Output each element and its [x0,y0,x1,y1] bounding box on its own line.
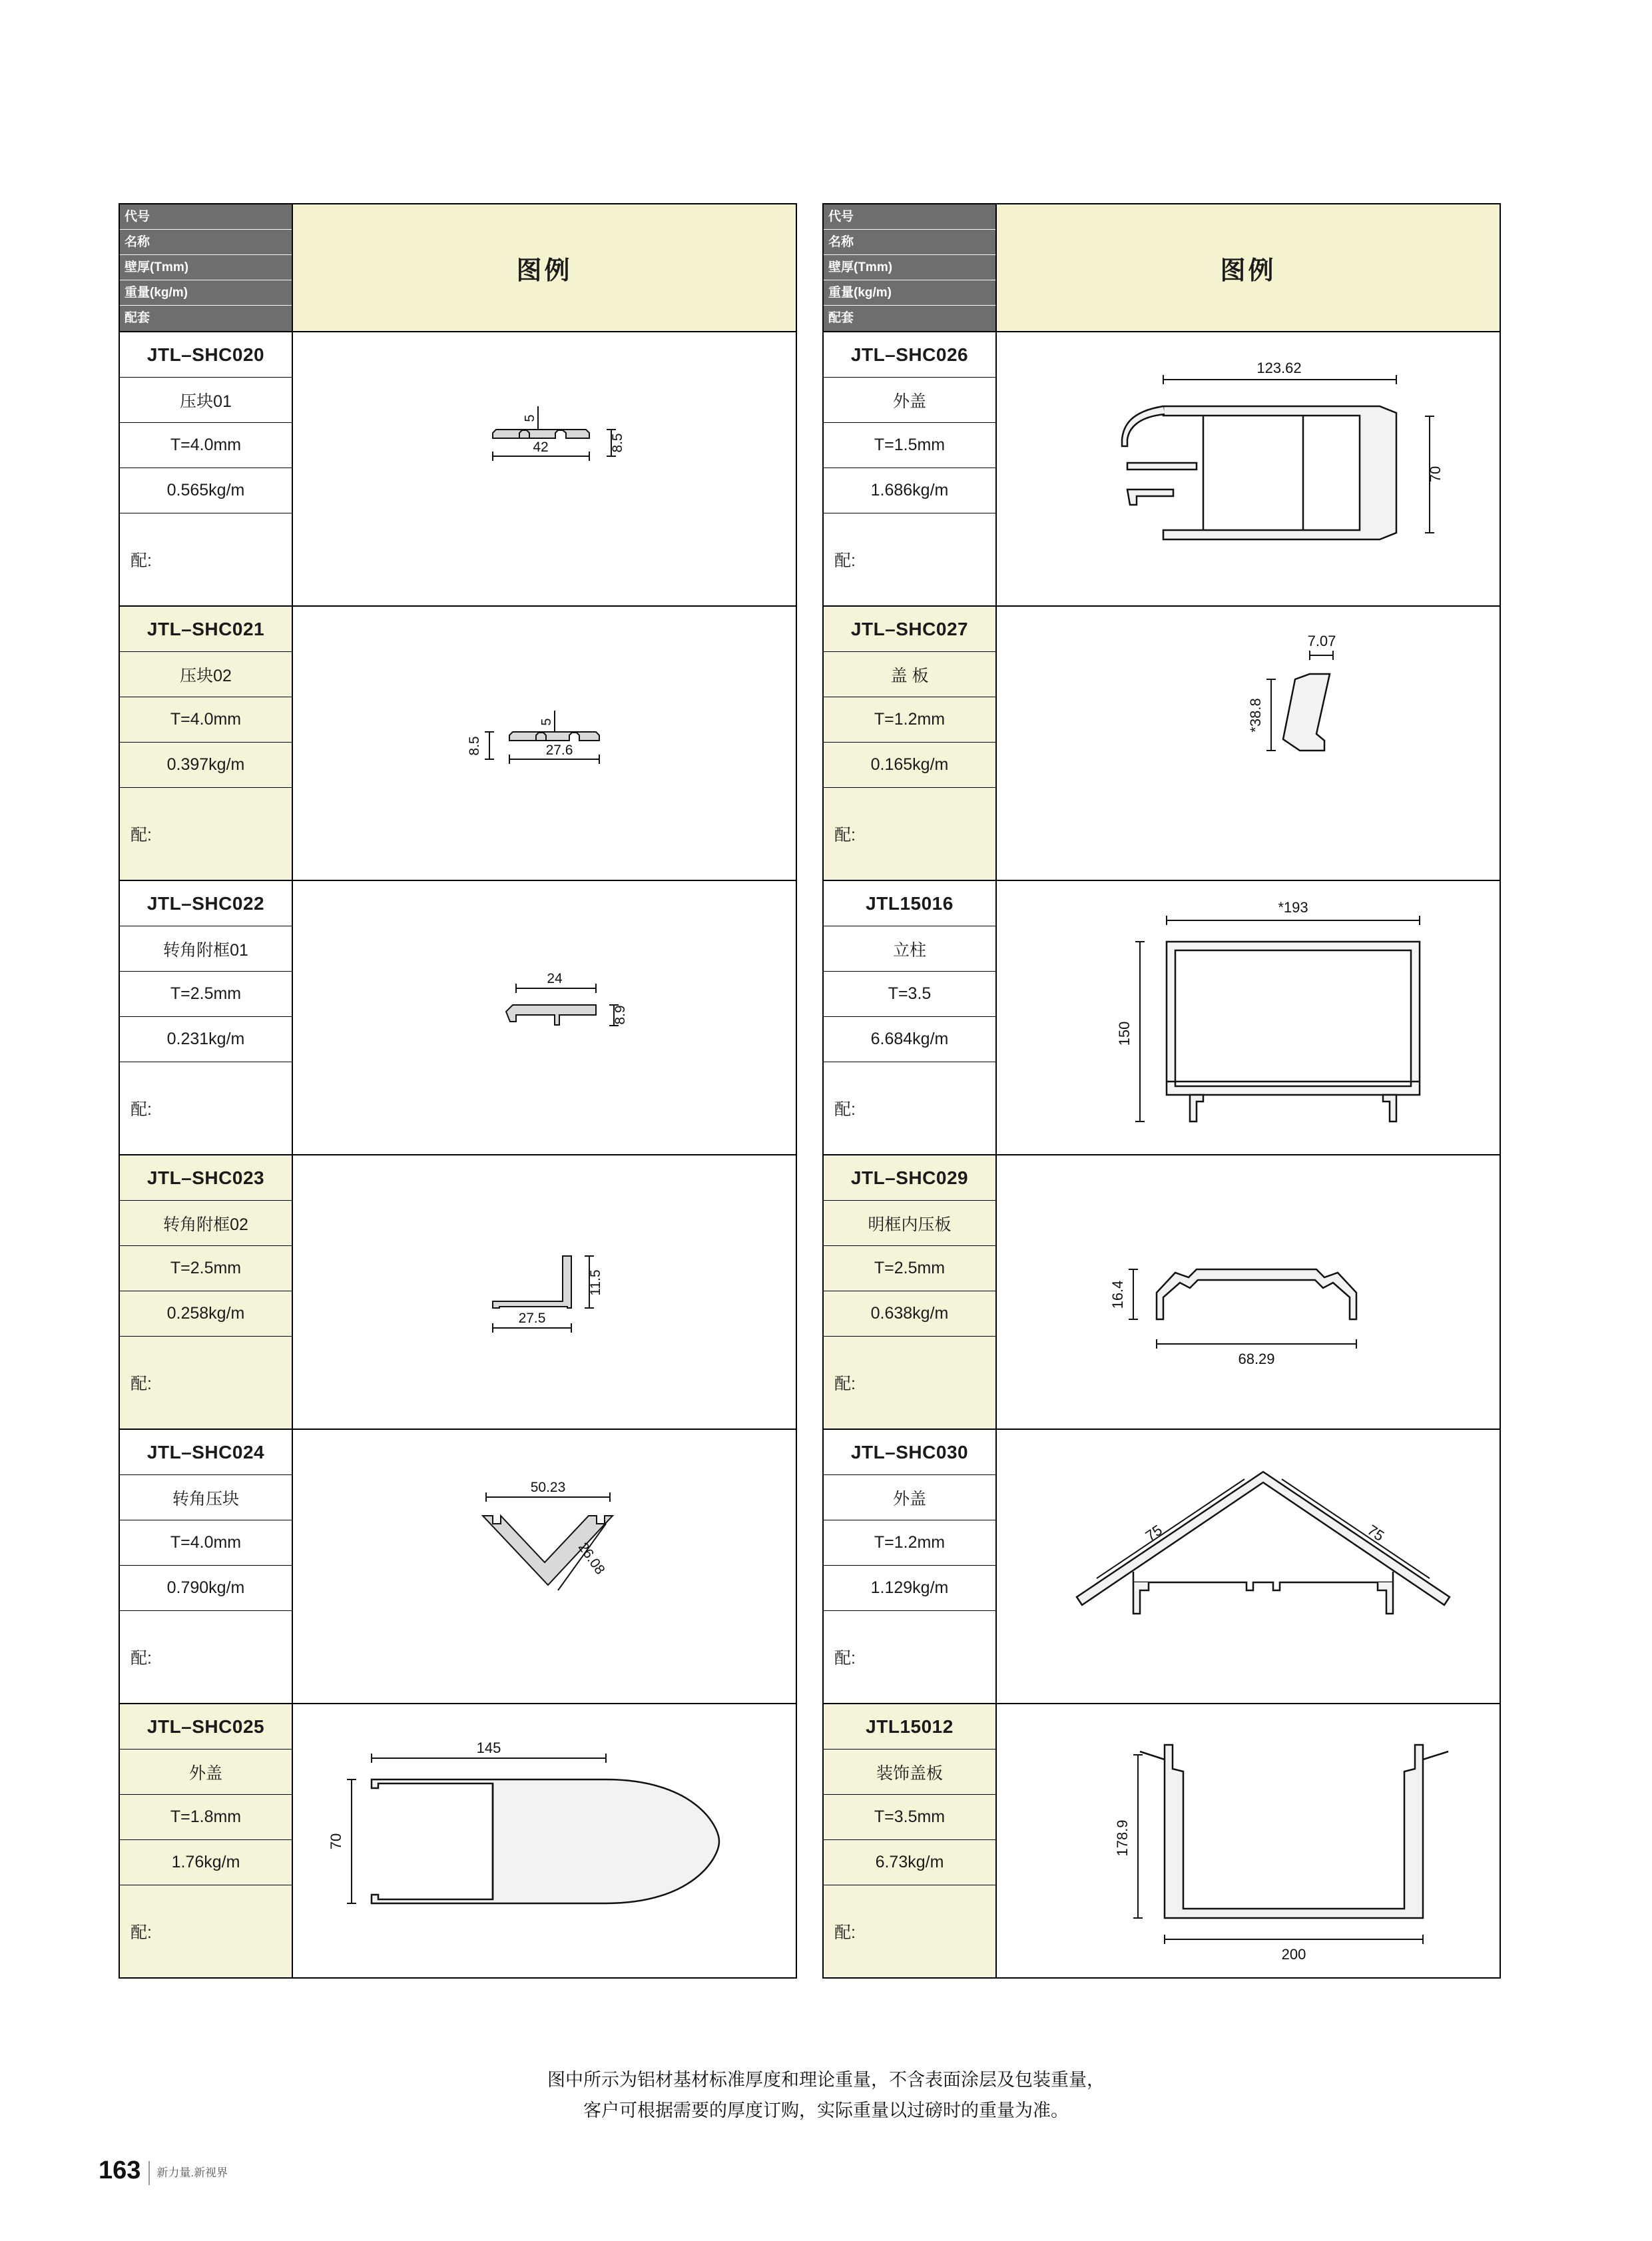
row-spec-cells [824,1704,997,1977]
cell-name: 立柱 [824,926,995,972]
page-number: 163 [99,2156,141,2184]
cell-weight: 1.129kg/m [824,1566,995,1611]
table-row [120,1155,796,1430]
table-row [120,1704,796,1977]
header-label-code: 代号 [824,204,995,230]
profile-drawing-jtl15016 [997,881,1500,1154]
cell-thickness: T=2.5mm [120,972,292,1017]
brand-slogan: 新力量.新视界 [148,2161,228,2185]
svg-text:70: 70 [1427,466,1444,483]
svg-text:200: 200 [1281,1946,1306,1963]
cell-code: JTL15012 [824,1704,995,1750]
cell-match: 配: [120,1885,292,1977]
table-header-right [824,204,1500,332]
header-label-name: 名称 [120,230,292,255]
cell-name: 转角附框02 [120,1201,292,1246]
footnote-line-2: 客户可根据需要的厚度订购，实际重量以过磅时的重量为准。 [583,2100,1069,2120]
header-label-match: 配套 [824,306,995,331]
cell-weight: 0.165kg/m [824,743,995,788]
header-label-weight: 重量(kg/m) [120,280,292,306]
cell-code: JTL–SHC030 [824,1430,995,1475]
cell-thickness: T=1.2mm [824,1520,995,1566]
cell-weight: 0.638kg/m [824,1291,995,1337]
svg-text:26.08: 26.08 [575,1540,608,1578]
cell-name: 外盖 [824,1475,995,1520]
profile-drawing-shc027 [997,607,1500,880]
cell-weight: 0.565kg/m [120,468,292,513]
cell-match: 配: [824,513,995,605]
header-label-stack [824,204,997,331]
cell-name: 转角附框01 [120,926,292,972]
svg-text:5: 5 [523,414,537,422]
cell-weight: 0.258kg/m [120,1291,292,1337]
svg-text:123.62: 123.62 [1256,360,1302,376]
cell-weight: 1.686kg/m [824,468,995,513]
svg-text:42: 42 [533,440,549,455]
svg-text:16.4: 16.4 [1109,1280,1126,1309]
cell-name: 外盖 [120,1750,292,1795]
svg-text:145: 145 [476,1740,501,1756]
row-spec-cells [824,1430,997,1703]
header-label-match: 配套 [120,306,292,331]
row-spec-cells [120,1430,293,1703]
row-spec-cells [824,881,997,1154]
row-spec-cells [120,881,293,1154]
profile-drawing-shc021 [293,607,796,880]
cell-weight: 6.684kg/m [824,1017,995,1062]
cell-name: 装饰盖板 [824,1750,995,1795]
cell-code: JTL–SHC027 [824,607,995,652]
cell-code: JTL–SHC023 [120,1155,292,1201]
profile-drawing-shc030 [997,1430,1500,1703]
cell-name: 盖 板 [824,652,995,697]
header-label-thickness: 壁厚(Tmm) [120,255,292,280]
table-row [824,607,1500,881]
cell-thickness: T=1.5mm [824,423,995,468]
cell-name: 外盖 [824,378,995,423]
cell-match: 配: [824,1337,995,1429]
profile-drawing-shc023 [293,1155,796,1429]
header-figure-title: 图例 [997,204,1500,331]
row-figure [997,1155,1500,1429]
cell-code: JTL–SHC029 [824,1155,995,1201]
svg-text:50.23: 50.23 [530,1480,566,1495]
svg-text:*193: *193 [1278,899,1308,916]
row-figure [997,1430,1500,1703]
svg-text:75: 75 [1364,1521,1388,1544]
header-figure-title: 图例 [293,204,796,331]
cell-code: JTL15016 [824,881,995,926]
cell-thickness: T=4.0mm [120,1520,292,1566]
svg-text:8.9: 8.9 [613,1005,628,1025]
row-figure [293,881,796,1154]
cell-match: 配: [824,1062,995,1154]
cell-match: 配: [120,1611,292,1703]
table-row [824,1430,1500,1704]
cell-thickness: T=4.0mm [120,423,292,468]
row-figure [997,332,1500,605]
footnote-line-1: 图中所示为铝材基材标准厚度和理论重量，不含表面涂层及包装重量， [547,2070,1105,2090]
cell-weight: 0.231kg/m [120,1017,292,1062]
table-row [120,607,796,881]
svg-text:*38.8: *38.8 [1247,698,1264,733]
header-label-thickness: 壁厚(Tmm) [824,255,995,280]
table-row [824,1704,1500,1977]
row-figure [293,332,796,605]
footnote [0,2065,1652,2126]
table-row [824,1155,1500,1430]
profile-drawing-jtl15012 [997,1704,1500,1977]
row-spec-cells [824,1155,997,1429]
header-label-name: 名称 [824,230,995,255]
header-label-code: 代号 [120,204,292,230]
svg-text:150: 150 [1116,1021,1133,1046]
cell-weight: 0.397kg/m [120,743,292,788]
row-spec-cells [824,332,997,605]
cell-weight: 0.790kg/m [120,1566,292,1611]
cell-code: JTL–SHC022 [120,881,292,926]
cell-weight: 6.73kg/m [824,1840,995,1885]
header-label-weight: 重量(kg/m) [824,280,995,306]
cell-thickness: T=4.0mm [120,697,292,743]
header-label-stack [120,204,293,331]
row-spec-cells [120,1155,293,1429]
table-row [120,881,796,1155]
svg-text:178.9: 178.9 [1114,1819,1131,1857]
row-figure [997,1704,1500,1977]
table-row [120,332,796,607]
catalog-column-left [119,203,797,1979]
cell-match: 配: [120,788,292,880]
cell-match: 配: [120,513,292,605]
svg-text:24: 24 [547,971,563,986]
profile-drawing-shc022 [293,881,796,1154]
cell-thickness: T=1.8mm [120,1795,292,1840]
cell-match: 配: [824,788,995,880]
cell-match: 配: [824,1611,995,1703]
cell-thickness: T=2.5mm [120,1246,292,1291]
profile-drawing-shc025 [293,1704,796,1977]
profile-catalog-table [119,203,1501,1979]
cell-thickness: T=2.5mm [824,1246,995,1291]
svg-text:70: 70 [328,1833,344,1850]
svg-text:8.5: 8.5 [467,736,482,756]
row-figure [997,881,1500,1154]
cell-code: JTL–SHC025 [120,1704,292,1750]
cell-name: 转角压块 [120,1475,292,1520]
cell-match: 配: [824,1885,995,1977]
profile-drawing-shc029 [997,1155,1500,1429]
profile-drawing-shc026 [997,332,1500,605]
cell-thickness: T=3.5mm [824,1795,995,1840]
row-spec-cells [824,607,997,880]
cell-code: JTL–SHC026 [824,332,995,378]
cell-thickness: T=1.2mm [824,697,995,743]
cell-name: 压块01 [120,378,292,423]
cell-match: 配: [120,1337,292,1429]
svg-text:11.5: 11.5 [588,1269,603,1296]
svg-text:75: 75 [1142,1521,1165,1544]
row-figure [293,1155,796,1429]
svg-text:7.07: 7.07 [1307,633,1336,649]
svg-text:8.5: 8.5 [610,433,625,453]
svg-text:27.5: 27.5 [518,1311,546,1326]
svg-text:5: 5 [539,718,554,726]
table-header-left [120,204,796,332]
profile-drawing-shc020 [293,332,796,605]
page-footer [99,2156,228,2185]
cell-weight: 1.76kg/m [120,1840,292,1885]
cell-code: JTL–SHC024 [120,1430,292,1475]
cell-code: JTL–SHC021 [120,607,292,652]
cell-name: 明框内压板 [824,1201,995,1246]
profile-drawing-shc024 [293,1430,796,1703]
row-spec-cells [120,332,293,605]
cell-code: JTL–SHC020 [120,332,292,378]
svg-text:68.29: 68.29 [1238,1351,1275,1367]
table-row [824,332,1500,607]
row-figure [293,607,796,880]
catalog-column-right [822,203,1501,1979]
cell-thickness: T=3.5 [824,972,995,1017]
table-row [824,881,1500,1155]
cell-name: 压块02 [120,652,292,697]
cell-match: 配: [120,1062,292,1154]
row-spec-cells [120,607,293,880]
row-figure [293,1704,796,1977]
row-spec-cells [120,1704,293,1977]
svg-text:27.6: 27.6 [545,743,573,758]
row-figure [293,1430,796,1703]
row-figure [997,607,1500,880]
table-row [120,1430,796,1704]
